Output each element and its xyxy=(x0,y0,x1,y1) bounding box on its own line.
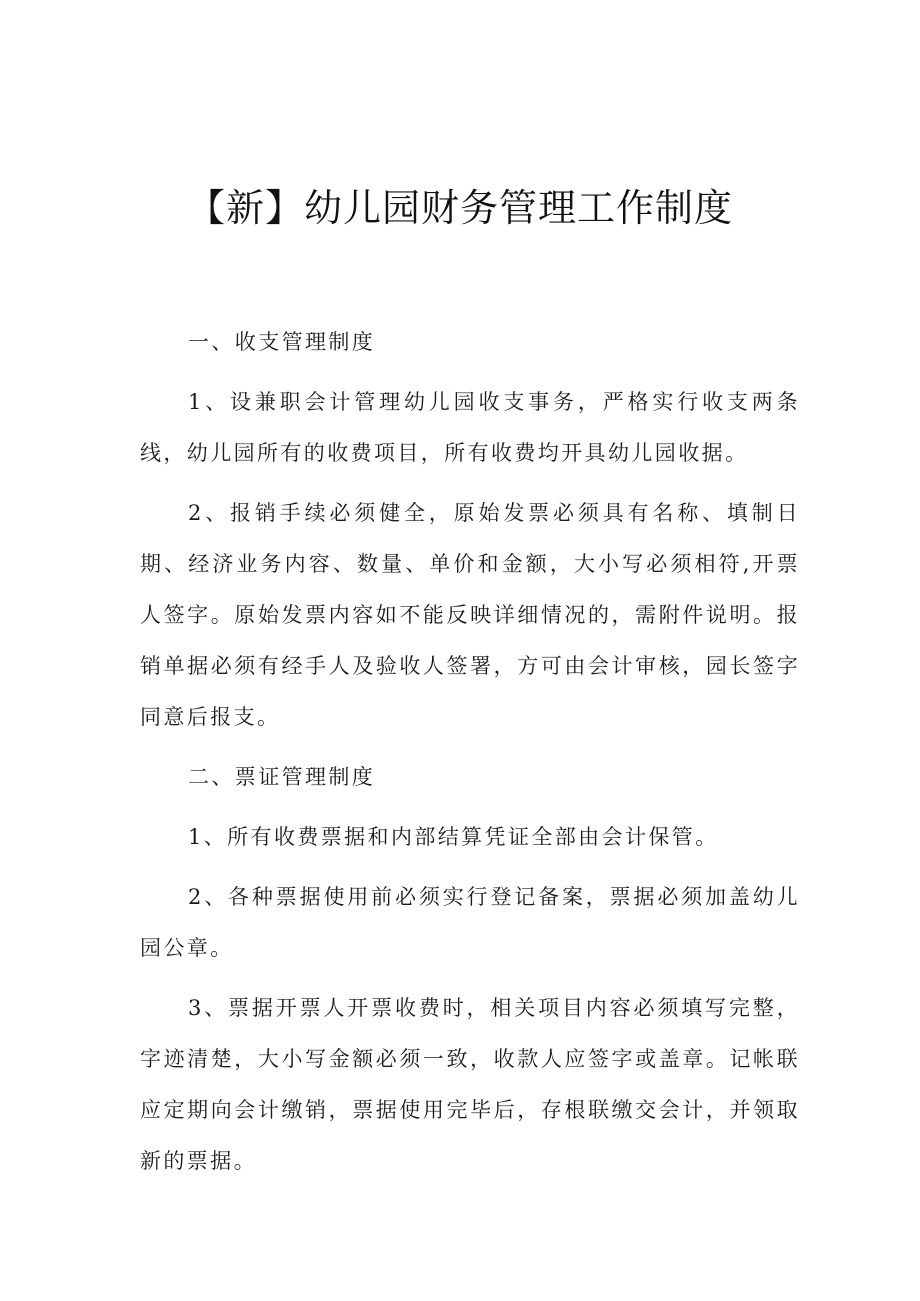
document-body xyxy=(140,317,800,1196)
paragraph: 2、各种票据使用前必须实行登记备案，票据必须加盖幼儿园公章。 xyxy=(140,885,800,960)
section-heading-income-expense: 一、收支管理制度 xyxy=(188,330,376,354)
paragraph: 1、所有收费票据和内部结算凭证全部由会计保管。 xyxy=(188,825,719,849)
paragraph: 3、票据开票人开票收费时，相关项目内容必须填写完整，字迹清楚，大小写金额必须一致，收款人应签字或盖章。记帐联应定期向会计缴销，票据使用完毕后，存根联缴交会计，并领取新的票据。 xyxy=(140,996,800,1173)
paragraph: 1、设兼职会计管理幼儿园收支事务，严格实行收支两条线，幼儿园所有的收费项目，所有收费均开具幼儿园收据。 xyxy=(140,390,800,465)
paragraph: 2、报销手续必须健全，原始发票必须具有名称、填制日期、经济业务内容、数量、单价和金额，大小写必须相符,开票人签字。原始发票内容如不能反映详细情况的，需附件说明。报销单据必须有经手人及验收人签署，方可由会计审核，园长签字同意后报支。 xyxy=(140,501,800,729)
section-heading-receipts: 二、票证管理制度 xyxy=(188,765,376,789)
document-title: 【新】幼儿园财务管理工作制度 xyxy=(186,186,733,230)
